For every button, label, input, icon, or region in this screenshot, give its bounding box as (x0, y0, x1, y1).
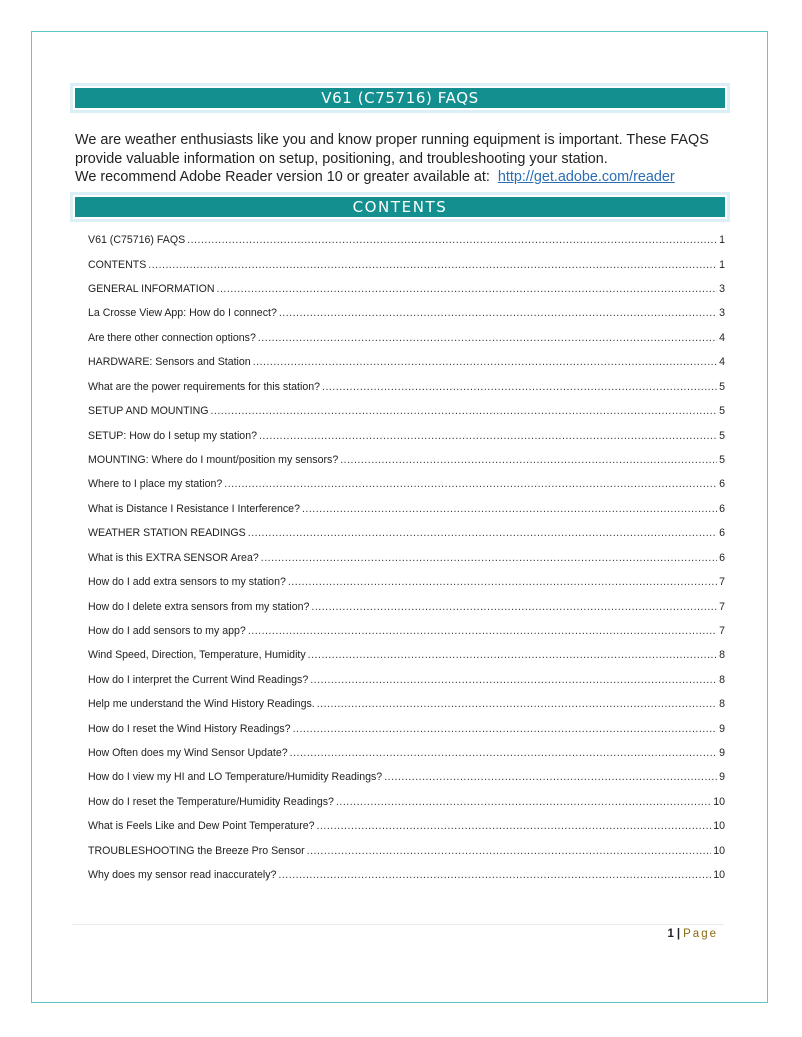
toc-entry[interactable] (88, 350, 725, 374)
toc-entry[interactable] (88, 790, 725, 814)
toc-page-number: 7 (719, 576, 725, 589)
toc-page-number: 5 (719, 454, 725, 466)
table-of-contents (88, 228, 725, 887)
toc-dot-leader (290, 747, 717, 759)
toc-entry[interactable] (88, 228, 725, 252)
title-banner (70, 83, 730, 113)
toc-entry[interactable] (88, 741, 725, 765)
toc-dot-leader (317, 698, 717, 710)
adobe-reader-link[interactable]: http://get.adobe.com/reader (497, 169, 675, 185)
page-label: Page (683, 928, 718, 940)
toc-entry-title: What is Distance I Resistance I Interference? (88, 502, 300, 515)
toc-dot-leader (278, 869, 711, 881)
toc-page-number: 6 (719, 478, 725, 491)
toc-dot-leader (384, 771, 717, 783)
toc-dot-leader (293, 723, 718, 735)
toc-page-number: 1 (719, 258, 725, 271)
toc-entry-title: Why does my sensor read inaccurately? (88, 869, 277, 882)
toc-dot-leader (210, 405, 717, 417)
toc-dot-leader (308, 649, 717, 661)
toc-entry[interactable] (88, 668, 725, 692)
toc-entry[interactable] (88, 594, 725, 618)
toc-entry[interactable] (88, 545, 725, 569)
toc-entry-title: HARDWARE: Sensors and Station (88, 356, 251, 369)
contents-heading: CONTENTS (75, 197, 725, 217)
toc-dot-leader (279, 307, 717, 319)
toc-entry-title: How do I view my HI and LO Temperature/Humidity Readings? (88, 771, 383, 784)
page-title: V61 (C75716) FAQS (75, 88, 725, 108)
toc-entry[interactable] (88, 839, 725, 863)
toc-dot-leader (217, 283, 718, 295)
toc-entry-title: How do I reset the Temperature/Humidity Readings? (88, 795, 334, 808)
toc-page-number: 10 (713, 869, 725, 882)
toc-page-number: 4 (719, 331, 725, 344)
toc-entry-title: What is Feels Like and Dew Point Temperature? (88, 820, 315, 833)
toc-entry[interactable] (88, 570, 725, 594)
toc-page-number: 3 (719, 307, 725, 320)
toc-entry-title: V61 (C75716) FAQS (88, 234, 186, 247)
toc-dot-leader (307, 845, 712, 857)
toc-dot-leader (258, 332, 717, 344)
toc-entry[interactable] (88, 448, 725, 472)
toc-page-number: 6 (719, 551, 725, 564)
toc-dot-leader (248, 625, 717, 637)
toc-entry[interactable] (88, 619, 725, 643)
toc-page-number: 9 (719, 747, 725, 760)
toc-page-number: 5 (719, 429, 725, 442)
toc-entry[interactable] (88, 692, 725, 716)
footer-divider (72, 924, 724, 925)
toc-dot-leader (248, 527, 717, 539)
footer-separator: | (676, 928, 681, 940)
toc-page-number: 5 (719, 380, 725, 393)
toc-dot-leader (317, 820, 712, 832)
toc-entry[interactable] (88, 423, 725, 447)
toc-page-number: 10 (713, 820, 725, 833)
intro-paragraph (75, 131, 725, 187)
toc-page-number: 8 (719, 649, 725, 662)
toc-entry[interactable] (88, 716, 725, 740)
toc-entry-title: WEATHER STATION READINGS (88, 527, 246, 540)
toc-entry[interactable] (88, 301, 725, 325)
toc-entry[interactable] (88, 252, 725, 276)
toc-entry-title: How Often does my Wind Sensor Update? (88, 747, 288, 760)
toc-entry-title: How do I add sensors to my app? (88, 624, 246, 637)
toc-dot-leader (259, 430, 717, 442)
toc-entry-title: La Crosse View App: How do I connect? (88, 307, 277, 320)
toc-dot-leader (261, 552, 717, 564)
toc-page-number: 8 (719, 673, 725, 686)
contents-banner (70, 192, 730, 222)
toc-entry-title: Help me understand the Wind History Readings. (88, 698, 315, 711)
toc-entry-title: How do I reset the Wind History Readings? (88, 722, 291, 735)
toc-page-number: 7 (719, 624, 725, 637)
toc-page-number: 6 (719, 527, 725, 540)
toc-entry-title: GENERAL INFORMATION (88, 283, 215, 296)
toc-page-number: 7 (719, 600, 725, 613)
toc-entry-title: What are the power requirements for this station? (88, 380, 320, 393)
toc-dot-leader (322, 381, 717, 393)
toc-entry-title: MOUNTING: Where do I mount/position my sensors? (88, 454, 339, 466)
toc-dot-leader (288, 576, 717, 588)
toc-entry[interactable] (88, 375, 725, 399)
toc-entry[interactable] (88, 765, 725, 789)
intro-reader-line (75, 168, 725, 187)
toc-dot-leader (310, 674, 717, 686)
toc-entry[interactable] (88, 863, 725, 887)
toc-page-number: 9 (719, 771, 725, 784)
toc-page-number: 4 (719, 356, 725, 369)
toc-entry[interactable] (88, 277, 725, 301)
toc-entry[interactable] (88, 521, 725, 545)
toc-dot-leader (224, 478, 717, 490)
toc-entry[interactable] (88, 472, 725, 496)
toc-entry-title: SETUP: How do I setup my station? (88, 429, 257, 442)
toc-entry-title: Are there other connection options? (88, 331, 256, 344)
toc-dot-leader (253, 356, 717, 368)
toc-entry-title: How do I interpret the Current Wind Readings? (88, 673, 309, 686)
toc-dot-leader (336, 796, 711, 808)
toc-dot-leader (302, 503, 717, 515)
toc-page-number: 10 (713, 795, 725, 808)
toc-dot-leader (187, 234, 717, 246)
toc-page-number: 3 (719, 283, 725, 296)
intro-text: We are weather enthusiasts like you and know proper running equipment is important. These FAQS provide valuable information on setup, positioning, and troubleshooting your station. (75, 132, 709, 167)
toc-page-number: 1 (719, 234, 725, 247)
toc-page-number: 5 (719, 405, 725, 418)
toc-entry[interactable] (88, 399, 725, 423)
toc-entry-title: What is this EXTRA SENSOR Area? (88, 551, 259, 564)
toc-page-number: 8 (719, 698, 725, 711)
toc-entry[interactable] (88, 497, 725, 521)
toc-entry[interactable] (88, 814, 725, 838)
toc-entry-title: Wind Speed, Direction, Temperature, Humidity (88, 649, 306, 662)
toc-dot-leader (148, 259, 717, 271)
toc-page-number: 10 (713, 844, 725, 857)
toc-entry-title: CONTENTS (88, 258, 147, 271)
toc-entry-title: How do I delete extra sensors from my station? (88, 600, 310, 613)
toc-entry-title: TROUBLESHOOTING the Breeze Pro Sensor (88, 844, 305, 857)
page-number: 1 (667, 928, 674, 940)
page-footer (668, 928, 718, 940)
toc-entry[interactable] (88, 326, 725, 350)
intro-reader-text: We recommend Adobe Reader version 10 or greater available at: (75, 169, 490, 185)
toc-dot-leader (311, 601, 717, 613)
toc-page-number: 6 (719, 502, 725, 515)
toc-entry-title: How do I add extra sensors to my station? (88, 576, 286, 589)
toc-dot-leader (340, 454, 717, 466)
toc-entry[interactable] (88, 643, 725, 667)
toc-entry-title: SETUP AND MOUNTING (88, 405, 209, 418)
toc-page-number: 9 (719, 722, 725, 735)
toc-entry-title: Where to I place my station? (88, 478, 223, 491)
